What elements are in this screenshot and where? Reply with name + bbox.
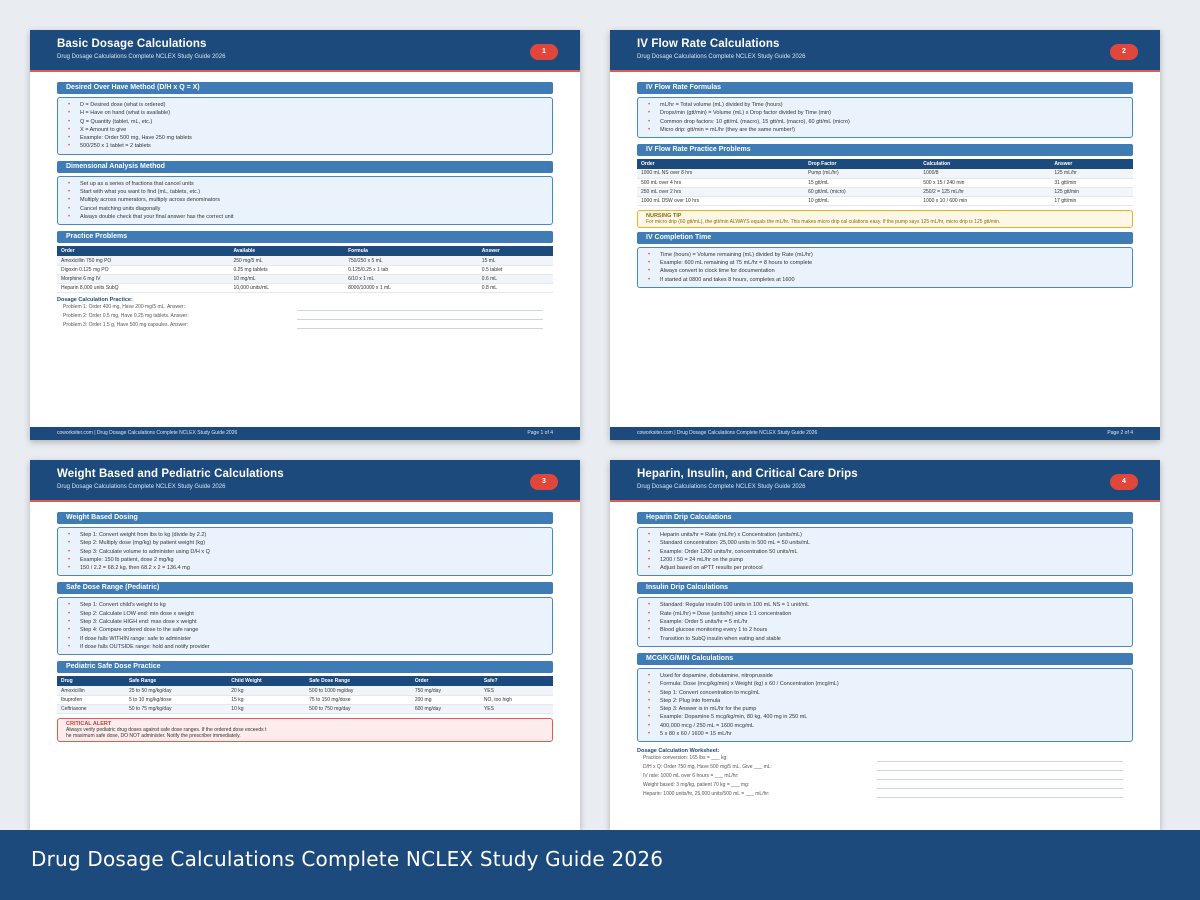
list-item: • Time (hours) = Volume remaining (mL) divided by Rate (mL/hr) <box>648 251 1124 259</box>
table-cell: 125 mL/hr <box>1050 169 1133 178</box>
practice-table <box>57 246 553 293</box>
list-item: • X = Amount to give <box>68 126 544 134</box>
table-row <box>57 686 553 695</box>
table-cell: 31 gtt/min <box>1050 178 1133 187</box>
list-item: • Blood glucose monitoring every 1 to 2 hours <box>648 626 1124 634</box>
table-cell: 500 to 1000 mg/day <box>305 686 411 695</box>
table-cell: NO, too high <box>480 695 553 704</box>
table-cell: 500 to 750 mg/day <box>305 704 411 713</box>
table-header: Order <box>57 246 229 256</box>
list-item: • mL/hr = Total volume (mL) divided by Time (hours) <box>648 101 1124 109</box>
table-cell: 0.5 tablet <box>478 265 553 274</box>
list-item: • If dose falls OUTSIDE range: hold and notify provider <box>68 643 544 651</box>
pediatric-table <box>57 676 553 714</box>
practice-text: D/H x Q: Order 750 mg, Have 500 mg/5 mL. Give ___ mL: <box>643 764 772 771</box>
table-cell: 250 mL over 2 hrs <box>637 187 804 196</box>
table-cell: 1000 x 10 / 600 min <box>919 196 1050 205</box>
list-item: • Common drop factors: 10 gtt/mL (macro), 15 gtt/mL (macro), 60 gtt/mL (micro) <box>648 118 1124 126</box>
page-number-badge: 4 <box>1110 474 1138 490</box>
worksheet-heading: Dosage Calculation Worksheet: <box>637 748 720 755</box>
practice-text: Heparin: 1000 units/hr, 25,000 units/500 mL = ___ mL/hr: <box>643 791 770 798</box>
table-cell: 750 mg/day <box>411 686 480 695</box>
alert-text: Always verify pediatric drug doses against safe dose ranges. If the ordered dose exceeds t <box>66 726 267 733</box>
bottom-banner <box>0 830 1200 900</box>
flow-rate-table <box>637 159 1133 206</box>
footer-source: coworksiter.com | Drug Dosage Calculations Complete NCLEX Study Guide 2026 <box>57 430 238 436</box>
list-item: • Used for dopamine, dobutamine, nitroprusside <box>648 672 1124 680</box>
list-item: • If started at 0800 and takes 8 hours, completes at 1600 <box>648 276 1124 284</box>
bullet-box <box>637 247 1133 288</box>
section-heading: Pediatric Safe Dose Practice <box>57 661 553 673</box>
practice-text: Problem 1: Order 400 mg, Have 200 mg/5 mL. Answer: <box>63 303 185 310</box>
list-item: • Example: 600 mL remaining at 75 mL/hr = 8 hours to complete <box>648 259 1124 267</box>
table-cell: 250 mg/5 mL <box>229 256 344 265</box>
table-row <box>57 695 553 704</box>
practice-line <box>57 303 553 312</box>
practice-text: Problem 3: Order 1.5 g, Have 500 mg capsules. Answer: <box>63 321 189 328</box>
section-heading: Weight Based Dosing <box>57 512 553 524</box>
page-header <box>610 30 1160 72</box>
page-4 <box>610 460 1160 830</box>
tip-text: For micro drip (60 gtt/mL), the gtt/min ALWAYS equals the mL/hr. This makes micro drip cal culations easy. If the pump says 125 mL/hr, micro drip is 125 gtt/min. <box>646 218 1001 225</box>
alert-text: he maximum safe dose, DO NOT administer. Notify the prescriber immediately. <box>66 732 241 739</box>
answer-line <box>877 770 1123 771</box>
table-cell: 10,000 units/mL <box>229 283 344 292</box>
bullet-box <box>637 597 1133 646</box>
section-heading: IV Flow Rate Formulas <box>637 82 1133 94</box>
table-cell: 125 gtt/min <box>1050 187 1133 196</box>
list-item: • Step 3: Calculate HIGH end: max dose x weight <box>68 618 544 626</box>
list-item: • Heparin units/hr = Rate (mL/hr) x Concentration (units/mL) <box>648 531 1124 539</box>
practice-text: IV rate: 1000 mL over 6 hours = ___ mL/hr: <box>643 773 739 780</box>
table-cell: 10 mg/mL <box>229 274 344 283</box>
table-cell: 60 gtt/mL (micro) <box>804 187 919 196</box>
table-cell: YES <box>480 686 553 695</box>
list-item: • Step 2: Plug into formula <box>648 697 1124 705</box>
table-cell: Heparin 8,000 units SubQ <box>57 283 229 292</box>
table-cell: 0.8 mL <box>478 283 553 292</box>
table-header: Order <box>637 159 804 169</box>
table-cell: 6/10 x 1 mL <box>344 274 478 283</box>
table-cell: 600 mg/day <box>411 704 480 713</box>
table-cell: Amoxicillin <box>57 686 125 695</box>
section-heading: Dimensional Analysis Method <box>57 161 553 173</box>
page-footer <box>30 427 580 440</box>
table-row <box>637 169 1133 178</box>
list-item: • Standard: Regular insulin 100 units in 100 mL NS = 1 unit/mL <box>648 601 1124 609</box>
table-row <box>57 274 553 283</box>
table-cell: 0.6 mL <box>478 274 553 283</box>
answer-line <box>877 788 1123 789</box>
list-item: • Micro drip: gtt/min = mL/hr (they are the same number!) <box>648 126 1124 134</box>
table-cell: 15 kg <box>227 695 305 704</box>
bullet-box <box>57 176 553 225</box>
list-item: • If dose falls WITHIN range: safe to administer <box>68 635 544 643</box>
list-item: • Step 3: Answer is in mL/hr for the pump <box>648 705 1124 713</box>
practice-text: Weight based: 3 mg/kg, patient 70 kg = ___ mg: <box>643 782 750 789</box>
nursing-tip-box <box>637 210 1133 228</box>
page-number-badge: 3 <box>530 474 558 490</box>
bullet-box <box>57 527 553 576</box>
bullet-box <box>57 97 553 155</box>
list-item: • Step 1: Convert weight from lbs to kg (divide by 2.2) <box>68 531 544 539</box>
footer-page-count: Page 1 of 4 <box>527 430 553 436</box>
table-cell: 1000 mL NS over 8 hrs <box>637 169 804 178</box>
section-heading: IV Completion Time <box>637 232 1133 244</box>
table-header: Calculation <box>919 159 1050 169</box>
table-header: Child Weight <box>227 676 305 686</box>
page-title: Weight Based and Pediatric Calculations <box>57 468 284 480</box>
list-item: • Adjust based on aPTT results per protocol <box>648 564 1124 572</box>
answer-line <box>877 779 1123 780</box>
page-header <box>30 460 580 502</box>
page-number-badge: 1 <box>530 44 558 60</box>
table-cell: Ceftriaxone <box>57 704 125 713</box>
footer-page-count: Page 2 of 4 <box>1107 430 1133 436</box>
table-cell: 75 to 150 mg/dose <box>305 695 411 704</box>
table-header: Drop Factor <box>804 159 919 169</box>
footer-source: coworksiter.com | Drug Dosage Calculations Complete NCLEX Study Guide 2026 <box>637 430 818 436</box>
page-2 <box>610 30 1160 440</box>
practice-heading: Dosage Calculation Practice: <box>57 296 133 303</box>
bullet-box <box>637 97 1133 138</box>
table-header: Drug <box>57 676 125 686</box>
list-item: • Example: Dopamine 5 mcg/kg/min, 80 kg, 400 mg in 250 mL <box>648 713 1124 721</box>
list-item: • Start with what you want to find (mL, tablets, etc.) <box>68 188 544 196</box>
section-heading: IV Flow Rate Practice Problems <box>637 144 1133 156</box>
list-item: • Cancel matching units diagonally <box>68 205 544 213</box>
table-row <box>57 256 553 265</box>
table-cell: 5 to 10 mg/kg/dose <box>125 695 227 704</box>
list-item: • Example: Order 5 units/hr = 5 mL/hr <box>648 618 1124 626</box>
list-item: • Always convert to clock time for documentation <box>648 267 1124 275</box>
page-header <box>610 460 1160 502</box>
table-cell: Pump (mL/hr) <box>804 169 919 178</box>
answer-line <box>877 761 1123 762</box>
list-item: • Step 3: Calculate volume to administer using D/H x Q <box>68 548 544 556</box>
table-cell: 20 kg <box>227 686 305 695</box>
list-item: • Step 2: Calculate LOW end: min dose x weight <box>68 610 544 618</box>
alert-heading: CRITICAL ALERT <box>66 720 112 727</box>
table-cell: 250/2 = 125 mL/hr <box>919 187 1050 196</box>
section-heading: Desired Over Have Method (D/H x Q = X) <box>57 82 553 94</box>
list-item: • D = Desired dose (what is ordered) <box>68 101 544 109</box>
table-cell: 50 to 75 mg/kg/day <box>125 704 227 713</box>
table-cell: Ibuprofen <box>57 695 125 704</box>
list-item: • Formula: Dose (mcg/kg/min) x Weight (kg) x 60 / Concentration (mcg/mL) <box>648 680 1124 688</box>
list-item: • Always double check that your final answer has the correct unit <box>68 213 544 221</box>
section-heading: MCG/KG/MIN Calculations <box>637 653 1133 665</box>
table-header: Formula <box>344 246 478 256</box>
table-row <box>637 178 1133 187</box>
list-item: • Step 4: Compare ordered dose to the safe range <box>68 626 544 634</box>
page-title: Basic Dosage Calculations <box>57 38 207 50</box>
table-row <box>637 187 1133 196</box>
practice-line <box>57 321 553 330</box>
table-cell: 8000/10000 x 1 mL <box>344 283 478 292</box>
list-item: • Q = Quantity (tablet, mL, etc.) <box>68 118 544 126</box>
list-item: • 500/250 x 1 tablet = 2 tablets <box>68 142 544 150</box>
list-item: • Example: Order 1200 units/hr, concentration 50 units/mL <box>648 548 1124 556</box>
table-cell: 500 x 15 / 240 min <box>919 178 1050 187</box>
section-heading: Insulin Drip Calculations <box>637 582 1133 594</box>
table-header: Safe Range <box>125 676 227 686</box>
bullet-box <box>637 668 1133 742</box>
table-row <box>57 283 553 292</box>
table-header: Order <box>411 676 480 686</box>
table-cell: Morphine 6 mg IV <box>57 274 229 283</box>
table-cell: YES <box>480 704 553 713</box>
bullet-box <box>637 527 1133 576</box>
practice-text: Practice conversion: 165 lbs = ___ kg: <box>643 755 728 762</box>
list-item: • 5 x 80 x 60 / 1600 = 15 mL/hr <box>648 730 1124 738</box>
table-row <box>57 265 553 274</box>
section-heading: Safe Dose Range (Pediatric) <box>57 582 553 594</box>
practice-line <box>637 781 1133 790</box>
table-cell: 200 mg <box>411 695 480 704</box>
table-cell: 500 mL over 4 hrs <box>637 178 804 187</box>
list-item: • H = Have on hand (what is available) <box>68 109 544 117</box>
list-item: • Drops/min (gtt/min) = Volume (mL) x Drop factor divided by Time (min) <box>648 109 1124 117</box>
table-header: Answer <box>478 246 553 256</box>
answer-line <box>297 328 543 329</box>
list-item: • Step 1: Convert concentration to mcg/mL <box>648 689 1124 697</box>
table-cell: 17 gtt/min <box>1050 196 1133 205</box>
page-subtitle: Drug Dosage Calculations Complete NCLEX Study Guide 2026 <box>57 54 226 60</box>
table-cell: 750/250 x 5 mL <box>344 256 478 265</box>
table-cell: 25 to 50 mg/kg/day <box>125 686 227 695</box>
page-title: Heparin, Insulin, and Critical Care Drips <box>637 468 858 480</box>
table-cell: 0.125/0.25 x 1 tab <box>344 265 478 274</box>
practice-line <box>637 754 1133 763</box>
table-cell: 0.25 mg tablets <box>229 265 344 274</box>
tip-heading: NURSING TIP <box>646 212 682 219</box>
page-1 <box>30 30 580 440</box>
answer-line <box>297 319 543 320</box>
page-subtitle: Drug Dosage Calculations Complete NCLEX Study Guide 2026 <box>637 484 806 490</box>
table-row <box>637 196 1133 205</box>
banner-title: Drug Dosage Calculations Complete NCLEX Study Guide 2026 <box>31 847 664 871</box>
table-header: Safe? <box>480 676 553 686</box>
list-item: • Set up as a series of fractions that cancel units <box>68 180 544 188</box>
list-item: • 400,000 mcg / 250 mL = 1600 mcg/mL <box>648 722 1124 730</box>
page-number-badge: 2 <box>1110 44 1138 60</box>
table-cell: Amoxicillin 750 mg PO <box>57 256 229 265</box>
bullet-box <box>57 597 553 655</box>
list-item: • Multiply across numerators, multiply across denominators <box>68 196 544 204</box>
practice-line <box>637 763 1133 772</box>
page-subtitle: Drug Dosage Calculations Complete NCLEX Study Guide 2026 <box>57 484 226 490</box>
table-row <box>57 704 553 713</box>
page-3 <box>30 460 580 830</box>
critical-alert-box <box>57 718 553 742</box>
list-item: • Transition to SubQ insulin when eating and stable <box>648 635 1124 643</box>
table-header: Available <box>229 246 344 256</box>
page-footer <box>610 427 1160 440</box>
list-item: • Example: Order 500 mg, Have 250 mg tablets <box>68 134 544 142</box>
table-cell: 1000 mL D5W over 10 hrs <box>637 196 804 205</box>
list-item: • Example: 150 lb patient, dose 2 mg/kg <box>68 556 544 564</box>
list-item: • 1200 / 50 = 24 mL/hr on the pump <box>648 556 1124 564</box>
table-cell: 10 kg <box>227 704 305 713</box>
practice-line <box>637 790 1133 799</box>
answer-line <box>297 310 543 311</box>
table-cell: 1000/8 <box>919 169 1050 178</box>
list-item: • 150 / 2.2 = 68.2 kg, then 68.2 x 2 = 136.4 mg <box>68 564 544 572</box>
list-item: • Rate (mL/hr) = Dose (units/hr) since 1:1 concentration <box>648 610 1124 618</box>
answer-line <box>877 797 1123 798</box>
table-header: Safe Dose Range <box>305 676 411 686</box>
table-cell: 15 gtt/mL <box>804 178 919 187</box>
list-item: • Step 1: Convert child's weight to kg <box>68 601 544 609</box>
table-cell: Digoxin 0.125 mg PO <box>57 265 229 274</box>
page-subtitle: Drug Dosage Calculations Complete NCLEX Study Guide 2026 <box>637 54 806 60</box>
practice-text: Problem 2: Order 0.5 mg, Have 0.25 mg tablets. Answer: <box>63 312 189 319</box>
section-heading: Practice Problems <box>57 231 553 243</box>
table-cell: 15 mL <box>478 256 553 265</box>
table-cell: 10 gtt/mL <box>804 196 919 205</box>
list-item: • Step 2: Multiply dose (mg/kg) by patient weight (kg) <box>68 539 544 547</box>
table-header: Answer <box>1050 159 1133 169</box>
section-heading: Heparin Drip Calculations <box>637 512 1133 524</box>
page-header <box>30 30 580 72</box>
practice-line <box>637 772 1133 781</box>
list-item: • Standard concentration: 25,000 units in 500 mL = 50 units/mL <box>648 539 1124 547</box>
practice-line <box>57 312 553 321</box>
page-title: IV Flow Rate Calculations <box>637 38 780 50</box>
